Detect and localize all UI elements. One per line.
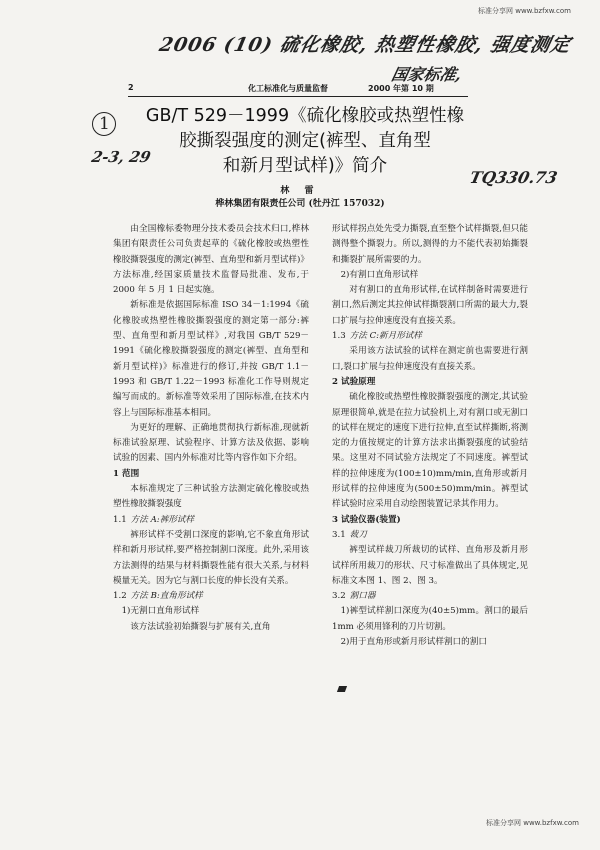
handwritten-org: 国家标准, bbox=[389, 65, 464, 84]
paragraph: 采用该方法试验的试样在测定前也需要进行割口,裂口扩展与拉伸速度没有直接关系。 bbox=[332, 346, 528, 372]
section-heading: 1 范围 bbox=[113, 468, 140, 479]
paragraph: 裤型试样裁刀所裁切的试样、直角形及新月形试样所用裁刀的形状、尺寸标准做出了具体规定,见标准文本图 1、图 2、图 3。 bbox=[332, 545, 528, 586]
subsection-title: 方法 B:直角形试样 bbox=[130, 591, 203, 602]
subsection-number: 3.1 bbox=[332, 529, 346, 540]
title-line-2: 胶撕裂强度的测定(裤型、直角型 bbox=[179, 131, 431, 151]
list-item: 2)用于直角形或新月形试样割口的割口 bbox=[340, 637, 487, 648]
watermark-top: 标准分享网 www.bzfxw.com bbox=[478, 7, 571, 15]
handwritten-keywords: 2006 (10) 硫化橡胶, 热塑性橡胶, 强度测定 bbox=[157, 34, 574, 56]
title-line-1: GB/T 529－1999《硫化橡胶或热塑性橡 bbox=[145, 106, 465, 126]
subsection-number: 3.2 bbox=[332, 591, 346, 602]
subsection-heading bbox=[113, 513, 309, 528]
subsection-title: 方法 A:裤形试样 bbox=[130, 514, 195, 525]
subsection-heading bbox=[332, 528, 528, 543]
handwritten-circled-number: 1 bbox=[99, 114, 110, 134]
paragraph: 对有割口的直角形试样,在试样制备时需要进行割口,然后测定其拉伸试样撕裂割口所需的最大力,裂口扩展与拉伸速度没有直接关系。 bbox=[332, 285, 528, 326]
article-title bbox=[120, 104, 490, 179]
author: 林 雷 bbox=[280, 186, 320, 196]
paragraph: 形试样拐点处先受力撕裂,直至整个试样撕裂,但只能测得整个撕裂力。所以,测得的力不能代表初始撕裂和撕裂扩展所需要的力。 bbox=[332, 224, 528, 265]
paragraph: 该方法试验初始撕裂与扩展有关,直角 bbox=[130, 621, 271, 632]
subsection-heading bbox=[332, 589, 528, 604]
paragraph: 硫化橡胶或热塑性橡胶撕裂强度的测定,其试验原理很简单,就是在拉力试验机上,对有割口或无割口的试样在规定的速度下进行拉伸,直至试样撕断,将测定的力值按规定的计算方法求出撕裂强度的试验结果。这里对不同试验方法规定了不同速度。裤型试样的拉伸速度为(100±10)mm/min,直角形或新月形试样的拉伸速度为(500±50)mm/min。裤型试样试验时应采用自动绘图装置记录其作用力。 bbox=[332, 392, 528, 510]
page-number: 2 bbox=[128, 83, 134, 92]
paragraph: 裤形试样不受割口深度的影响,它不象直角形试样和新月形试样,要严格控制割口深度。此外,采用该方法测得的结果与材料撕裂性能有很大关系,与材料模量无关。因为它与割口长度的伸长没有关系。 bbox=[113, 529, 309, 586]
running-header bbox=[128, 82, 468, 97]
affiliation: 桦林集团有限责任公司 (牡丹江 157032) bbox=[215, 199, 385, 209]
list-item: 1)无割口直角形试样 bbox=[121, 606, 200, 617]
handwritten-pages: 2-3, 29 bbox=[90, 148, 153, 166]
handwritten-call-number: TQ330.73 bbox=[467, 168, 560, 187]
section-heading: 2 试验原理 bbox=[332, 376, 376, 387]
section-heading: 3 试验仪器(装置) bbox=[332, 514, 401, 525]
paragraph: 为更好的理解、正确地贯彻执行新标准,现就新标准试验原理、试验程序、计算方法及依据、影响试验的因素、国内外标准对比等内容作如下介绍。 bbox=[113, 422, 309, 464]
subsection-heading bbox=[332, 329, 528, 344]
right-column bbox=[332, 222, 528, 650]
journal-name: 化工标准化与质量监督 bbox=[248, 84, 328, 93]
subsection-title: 割口器 bbox=[349, 591, 376, 602]
subsection-heading bbox=[113, 589, 309, 604]
paragraph: 由全国橡标委物理分技术委员会技术归口,桦林集团有限责任公司负责起草的《硫化橡胶或热塑性橡胶撕裂强度的测定(裤型、直角型和新月型试样)》方法标准,经国家质量技术监督局批准、发布,于 2000 年 5 月 1 日起实施。 bbox=[113, 224, 309, 296]
title-line-3: 和新月型试样)》简介 bbox=[222, 156, 388, 176]
journal-issue: 2000 年第 10 期 bbox=[368, 84, 434, 93]
paragraph: 本标准规定了三种试验方法测定硫化橡胶或热塑性橡胶撕裂强度 bbox=[113, 484, 309, 510]
list-item: 2)有割口直角形试样 bbox=[340, 269, 419, 280]
paragraph: 新标准是依据国际标准 ISO 34－1:1994《硫化橡胶或热塑性橡胶撕裂强度的测定第一部分:裤型、直角型和新月型试样》,对我国 GB/T 529－1991《硫化橡胶撕裂强度的测定(裤型、直角型和新月型试样)》标准进行的修订,并按 GB/T 1.1－1993 和 GB/T 1.22－1993 标准化工作导则规定编写而成的。新标准等效采用了国际标准,在技术内容上与国际标准基本相同。 bbox=[113, 300, 309, 418]
subsection-number: 1.3 bbox=[332, 331, 346, 342]
watermark-bottom: 标准分享网 www.bzfxw.com bbox=[486, 819, 579, 827]
list-item: 1)裤型试样割口深度为(40±5)mm。割口的最后 1mm 必须用锋利的刀片切割。 bbox=[332, 606, 528, 632]
subsection-title: 方法 C:新月形试样 bbox=[349, 331, 423, 342]
subsection-number: 1.2 bbox=[113, 591, 127, 602]
subsection-number: 1.1 bbox=[113, 514, 127, 525]
left-column bbox=[113, 222, 309, 635]
subsection-title: 裁刀 bbox=[349, 529, 367, 540]
